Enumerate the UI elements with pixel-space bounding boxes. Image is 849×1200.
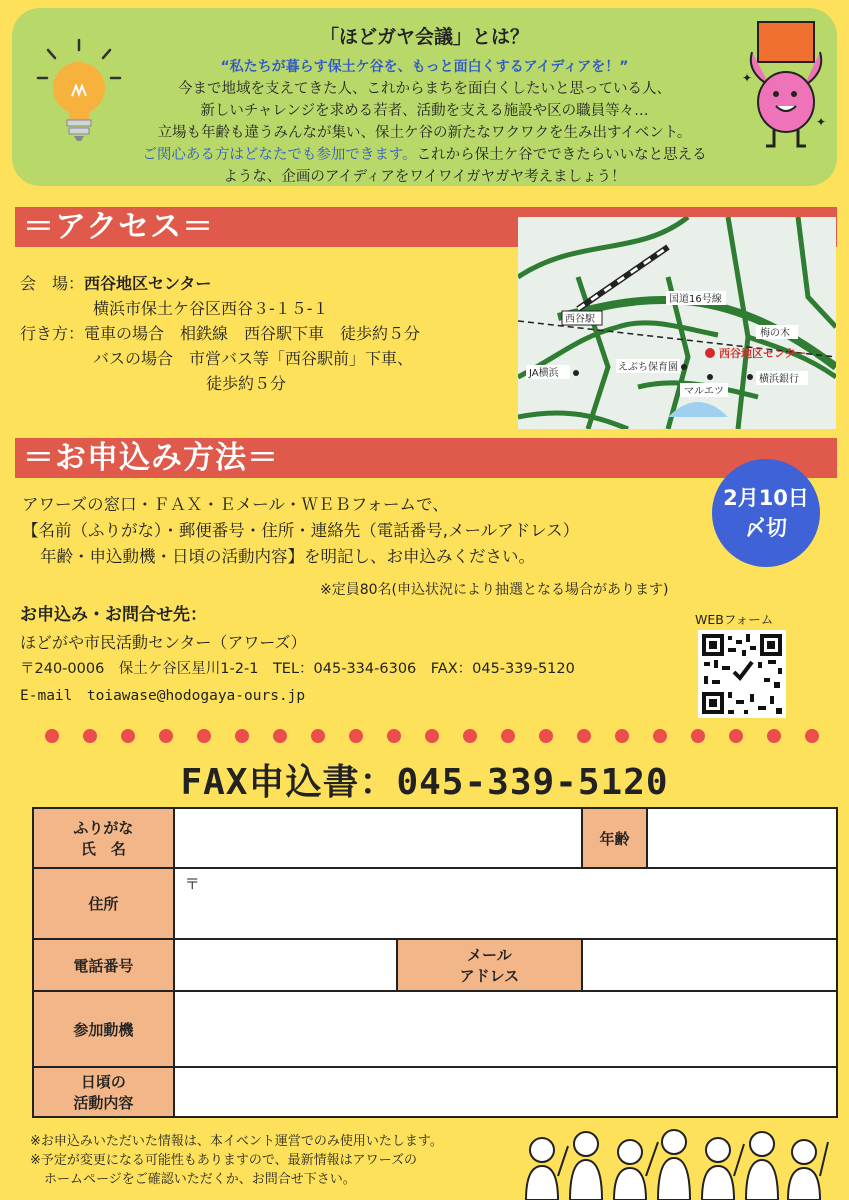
footer-note: ※お申込みいただいた情報は、本イベント運営でのみ使用いたします。 <box>30 1134 443 1149</box>
map-center-label: 西谷地区センター <box>719 347 807 360</box>
footer-note: ※予定が変更になる可能性もありますので、最新情報はアワーズの <box>30 1153 417 1168</box>
separator-dot <box>273 729 287 743</box>
access-map <box>518 217 836 429</box>
address-label: 住所 <box>33 868 174 939</box>
contact-address: 〒240-0006 保土ケ谷区星川1-2-1 TEL：045-334-6306 FAX：045-339-5120 <box>20 661 575 677</box>
intro-body <box>12 78 837 188</box>
separator-dot <box>615 729 629 743</box>
separator-dot <box>45 729 59 743</box>
map-ja-label: JA横浜 <box>529 368 559 379</box>
separator-dot <box>83 729 97 743</box>
map-station-label: 西谷駅 <box>565 314 595 325</box>
route-row <box>20 321 510 346</box>
activity-field[interactable] <box>174 1067 837 1117</box>
venue-row <box>20 271 510 296</box>
venue-label: 会 場： <box>20 274 85 293</box>
apply-line: 年齢・申込動機・日頃の活動内容】を明記し、お申込みください。 <box>40 547 535 566</box>
separator-dot <box>121 729 135 743</box>
footer-note: ホームページをご確認いただくか、お問合せ下さい。 <box>44 1172 356 1187</box>
lightbulb-icon <box>34 36 124 146</box>
map-bank-label: 横浜銀行 <box>759 374 799 385</box>
svg-text:✦: ✦ <box>816 115 827 129</box>
furigana-label: ふりがな <box>73 819 134 837</box>
map-road-label: 国道16号線 <box>669 294 722 305</box>
footer-notes <box>30 1132 530 1189</box>
svg-text:✦: ✦ <box>742 71 753 85</box>
deadline-label: 〆切 <box>745 516 787 540</box>
email-field[interactable] <box>582 939 837 991</box>
mascot-illustration <box>738 18 828 158</box>
motive-field[interactable] <box>174 991 837 1067</box>
qr-code[interactable] <box>698 630 786 718</box>
fax-form-table <box>32 807 838 1118</box>
deadline-date: 2月10日 <box>723 486 809 510</box>
map-umenoki-label: 梅の木 <box>760 328 790 339</box>
name-label: 氏 名 <box>80 840 126 858</box>
qr-code-image <box>698 630 786 718</box>
contact-org: ほどがや市民活動センター（アワーズ） <box>20 633 307 652</box>
route-train: 電車の場合 相鉄線 西谷駅下車 徒歩約５分 <box>84 324 421 343</box>
separator-dot <box>197 729 211 743</box>
apply-header: ＝お申込み方法＝ <box>15 438 837 478</box>
separator-dot <box>159 729 173 743</box>
separator-dot <box>463 729 477 743</box>
email-label-cell <box>397 939 582 991</box>
route-bus-walk: 徒歩約５分 <box>206 374 287 393</box>
contact-email[interactable]: E-mail toiawase@hodogaya-ours.jp <box>20 688 306 704</box>
name-field[interactable] <box>174 808 582 868</box>
intro-highlight: ご関心ある方はどなたでも参加できます。 <box>142 147 417 163</box>
activity-label-line1: 日頃の <box>80 1073 126 1091</box>
apply-line: アワーズの窓口・ＦＡＸ・Ｅメール・ＷＥＢフォームで、 <box>22 495 449 514</box>
venue-address: 横浜市保土ケ谷区西谷３-１５-１ <box>93 299 329 318</box>
access-info <box>20 271 510 396</box>
age-field[interactable] <box>647 808 837 868</box>
email-label-line2: アドレス <box>459 967 520 985</box>
separator-dot <box>767 729 781 743</box>
crowd-illustration <box>512 1124 832 1200</box>
map-maruetsu-label: マルエツ <box>684 386 724 397</box>
age-label: 年齢 <box>582 808 648 868</box>
separator-dot <box>501 729 515 743</box>
intro-line <box>12 144 837 166</box>
intro-line: 今まで地域を支えてきた人、これからまちを面白くしたいと思っている人、 <box>178 81 671 97</box>
postal-mark: 〒 <box>184 875 200 893</box>
separator-dot <box>805 729 819 743</box>
activity-label-line2: 活動内容 <box>73 1094 134 1112</box>
apply-capacity-note: ※定員80名(申込状況により抽選となる場合があります) <box>320 582 669 598</box>
web-form-label: WEBフォーム <box>695 612 774 627</box>
intro-box <box>12 8 837 186</box>
separator-dot <box>235 729 249 743</box>
separator-dot <box>425 729 439 743</box>
apply-info <box>22 492 722 570</box>
route-label: 行き方： <box>20 324 85 343</box>
contact-heading: お申込み・お問合せ先： <box>20 605 207 625</box>
phone-field[interactable] <box>174 939 397 991</box>
venue-marker <box>705 348 715 358</box>
map-nursery-label: えぶち保育園 <box>618 362 678 373</box>
intro-lead: “私たちが暮らす保土ケ谷を、もっと面白くするアイディアを！” <box>220 59 629 75</box>
separator-dot <box>729 729 743 743</box>
separator-dot <box>311 729 325 743</box>
intro-line: 新しいチャレンジを求める若者、活動を支える施設や区の職員等々… <box>200 103 649 119</box>
intro-line-rest: これから保土ケ谷でできたらいいなと思える <box>416 147 707 163</box>
access-header: ＝アクセス＝ <box>15 207 837 247</box>
address-field[interactable] <box>174 868 837 939</box>
map-graphic <box>518 217 836 429</box>
separator-dot <box>653 729 667 743</box>
activity-label-cell <box>33 1067 174 1117</box>
deadline-badge <box>712 459 820 567</box>
motive-label: 参加動機 <box>33 991 174 1067</box>
apply-line: 【名前（ふりがな）・郵便番号・住所・連絡先（電話番号,メールアドレス） <box>22 521 580 540</box>
contact-block <box>20 602 700 710</box>
separator-dot <box>691 729 705 743</box>
separator-dot <box>349 729 363 743</box>
intro-line: 立場も年齢も違うみんなが集い、保土ケ谷の新たなワクワクを生み出すイベント。 <box>157 125 692 141</box>
separator-dot <box>387 729 401 743</box>
intro-line: ような、企画のアイディアをワイワイガヤガヤ考えましょう！ <box>223 169 626 185</box>
separator-dot <box>577 729 591 743</box>
venue-name: 西谷地区センター <box>84 274 212 293</box>
separator-dot <box>539 729 553 743</box>
intro-title: 「ほどガヤ会議」とは？ <box>319 26 529 48</box>
fax-form-title: FAX申込書：045-339-5120 <box>180 762 669 803</box>
route-bus: バスの場合 市営バス等「西谷駅前」下車、 <box>93 349 414 368</box>
email-label-line1: メール <box>467 946 512 964</box>
phone-label: 電話番号 <box>33 939 174 991</box>
name-label-cell <box>33 808 174 868</box>
dot-separator <box>0 729 849 743</box>
